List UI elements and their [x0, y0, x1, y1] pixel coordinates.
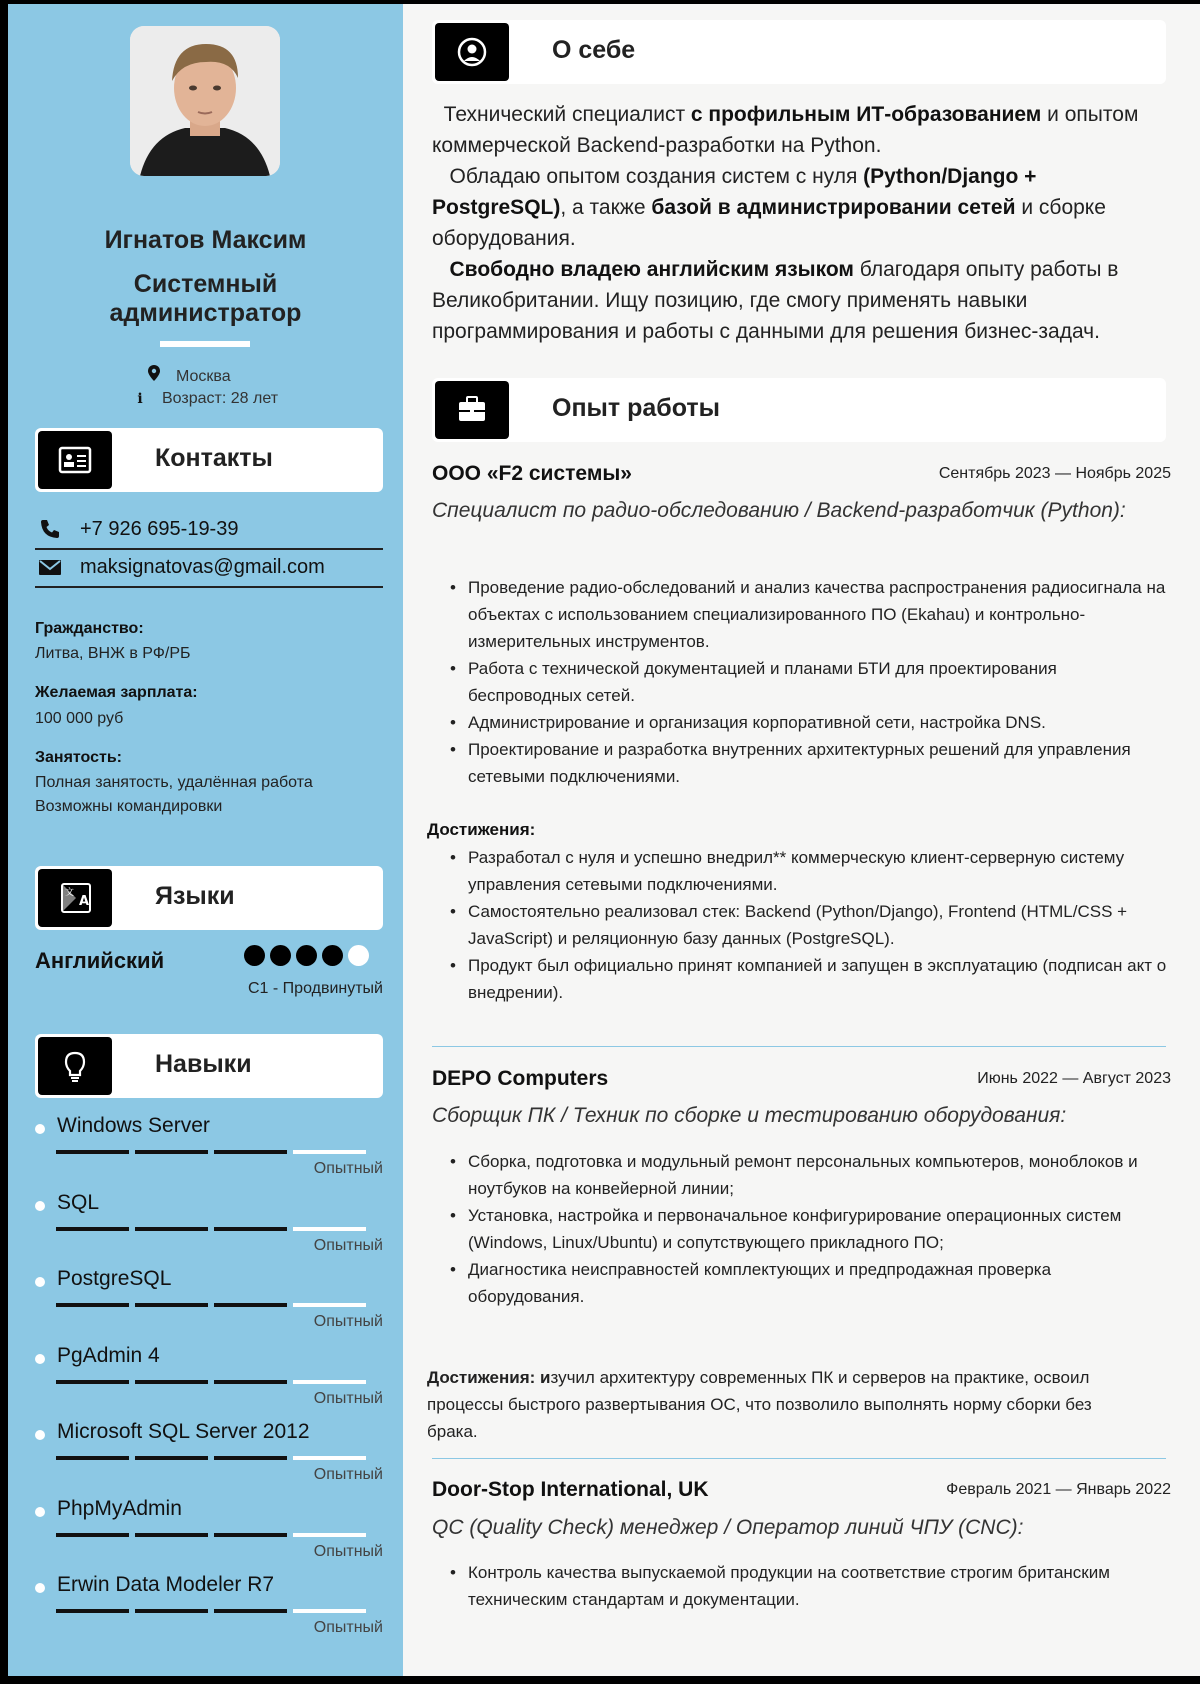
list-item: • Сборка, подготовка и модульный ремонт персональных компьютеров, моноблоков и ноутбуков на конвейерной линии; [448, 1148, 1168, 1202]
phone-icon [39, 518, 61, 540]
job-1-company: ООО «F2 системы» [432, 462, 632, 485]
job-2-title: Сборщик ПК / Техник по сборке и тестированию оборудования: [432, 1104, 1067, 1127]
rating-segment [135, 1533, 208, 1537]
rating-segment [214, 1609, 287, 1613]
rating-segment [135, 1227, 208, 1231]
rating-dot [244, 945, 265, 966]
skill-item [35, 1573, 383, 1649]
list-item: • Самостоятельно реализовал стек: Backend (Python/Django), Frontend (HTML/CSS + JavaScript) и реляционную базу данных (PostgreSQL). [448, 898, 1168, 952]
salary-value: 100 000 руб [35, 710, 124, 727]
skill-name: Windows Server [57, 1114, 210, 1137]
language-rating [244, 945, 374, 967]
role-line-1: Системный [133, 270, 278, 298]
email-address[interactable]: maksignatovas@gmail.com [80, 556, 325, 578]
job-1-achievements-label: Достижения: [427, 820, 536, 839]
rating-segment [135, 1380, 208, 1384]
role-underline [160, 341, 250, 347]
age-row [132, 390, 278, 408]
language-level: C1 - Продвинутый [248, 980, 383, 997]
main-content [403, 4, 1200, 1676]
rating-segment [56, 1533, 129, 1537]
info-icon: i [137, 391, 143, 407]
rating-segment [135, 1609, 208, 1613]
job-1-duties [448, 574, 1168, 790]
employment-value-2: Возможны командировки [35, 798, 223, 815]
skill-rating [56, 1303, 366, 1307]
list-item: • Установка, настройка и первоначальное конфигурирование операционных систем (Windows, Linux/Ubuntu) и сопутствующего прикладного ПО; [448, 1202, 1168, 1256]
skill-level: Опытный [313, 1160, 383, 1177]
skill-item [35, 1267, 383, 1343]
divider [432, 1458, 1166, 1459]
skill-item [35, 1114, 383, 1190]
skill-rating [56, 1150, 366, 1154]
sidebar [8, 4, 403, 1676]
job-1-title: Специалист по радио-обследованию / Backend-разработчик (Python): [432, 499, 1126, 522]
list-item: • Администрирование и организация корпоративной сети, настройка DNS. [448, 709, 1168, 736]
citizenship-label: Гражданство: [35, 620, 144, 637]
skill-item [35, 1497, 383, 1573]
job-3-title: QC (Quality Check) менеджер / Оператор линий ЧПУ (CNC): [432, 1516, 1024, 1539]
skill-level: Опытный [313, 1466, 383, 1483]
job-1-dates: Сентябрь 2023 — Ноябрь 2025 [938, 465, 1171, 482]
skill-name: PgAdmin 4 [57, 1343, 160, 1367]
phone-row[interactable] [35, 512, 383, 550]
rating-segment [293, 1456, 366, 1460]
bullet-dot [35, 1124, 45, 1134]
rating-dot [270, 945, 291, 966]
svg-text:A: A [79, 894, 90, 909]
bullet-dot [35, 1507, 45, 1517]
skill-rating [56, 1533, 366, 1537]
about-text [432, 99, 1172, 347]
skill-name: PhpMyAdmin [57, 1496, 182, 1520]
rating-dot [348, 945, 369, 966]
about-title: О себе [552, 36, 636, 64]
job-1-achievements [448, 844, 1168, 1006]
skill-name: Microsoft SQL Server 2012 [57, 1420, 310, 1443]
rating-segment [293, 1150, 366, 1154]
skill-rating [56, 1456, 366, 1460]
skill-rating [56, 1609, 366, 1613]
svg-text:文: 文 [65, 888, 75, 898]
rating-segment [214, 1456, 287, 1460]
rating-segment [293, 1227, 366, 1231]
bullet-dot [35, 1354, 45, 1364]
contacts-title: Контакты [155, 444, 273, 472]
rating-segment [135, 1456, 208, 1460]
user-circle-icon [435, 23, 509, 81]
rating-segment [56, 1150, 129, 1154]
city: Москва [176, 368, 231, 385]
languages-title: Языки [155, 882, 235, 910]
about-paragraph-2: Обладаю опытом создания систем с нуля (Python/Django + PostgreSQL), а также базой в администрировании сетей и сборке оборудования. [432, 165, 1106, 250]
rating-segment [135, 1150, 208, 1154]
skill-name: SQL [57, 1190, 100, 1214]
city-row [146, 365, 231, 386]
rating-segment [56, 1380, 129, 1384]
rating-segment [214, 1380, 287, 1384]
rating-segment [214, 1303, 287, 1307]
list-item: • Проведение радио-обследований и анализ качества распространения радиосигнала на объектах с использованием специализированного ПО (Ekahau) и контрольно-измерительных инструментов. [448, 574, 1168, 655]
experience-title: Опыт работы [552, 394, 720, 422]
rating-dot [296, 945, 317, 966]
phone-number[interactable]: +7 926 695-19-39 [80, 518, 239, 540]
job-2-achievements: Достижения: изучил архитектуру современных ПК и серверов на практике, освоил процессы быстрого развертывания ОС, что позволило выполнять норму сборки без брака. [427, 1368, 1092, 1441]
skills-header [35, 1034, 383, 1098]
rating-segment [56, 1456, 129, 1460]
profile-photo [130, 26, 280, 176]
job-2-dates: Июнь 2022 — Август 2023 [977, 1070, 1171, 1087]
skill-rating [56, 1227, 366, 1231]
role-line-2: администратор [109, 299, 302, 327]
skill-rating [56, 1380, 366, 1384]
about-paragraph-1: Технический специалист с профильным ИТ-образованием и опытом коммерческой Backend-разработки на Python. [432, 103, 1139, 157]
rating-segment [135, 1303, 208, 1307]
skill-item [35, 1191, 383, 1267]
rating-segment [293, 1303, 366, 1307]
contact-card-icon [38, 431, 112, 489]
list-item: • Проектирование и разработка внутренних архитектурных решений для управления сетевыми подключениями. [448, 736, 1168, 790]
rating-segment [214, 1533, 287, 1537]
citizenship-value: Литва, ВНЖ в РФ/РБ [35, 645, 191, 662]
rating-segment [214, 1150, 287, 1154]
skill-item [35, 1344, 383, 1420]
map-pin-icon [146, 365, 162, 384]
rating-segment [56, 1227, 129, 1231]
rating-segment [56, 1303, 129, 1307]
skill-name: Erwin Data Modeler R7 [57, 1573, 275, 1596]
salary-label: Желаемая зарплата: [35, 684, 198, 701]
skill-name: PostgreSQL [57, 1267, 172, 1290]
skill-level: Опытный [313, 1389, 383, 1407]
skill-level: Опытный [313, 1619, 383, 1636]
resume-page [8, 4, 1200, 1676]
language-name: Английский [35, 948, 165, 973]
lightbulb-icon [38, 1037, 112, 1095]
list-item: • Контроль качества выпускаемой продукции на соответствие строгим британским техническим стандартам и документации. [448, 1559, 1168, 1613]
rating-segment [293, 1380, 366, 1384]
employment-value-1: Полная занятость, удалённая работа [35, 774, 313, 791]
skill-level: Опытный [313, 1542, 383, 1560]
list-item: • Диагностика неисправностей комплектующих и предпродажная проверка оборудования. [448, 1256, 1168, 1310]
rating-segment [56, 1609, 129, 1613]
age: Возраст: 28 лет [162, 390, 279, 407]
bullet-dot [35, 1277, 45, 1287]
job-2-achievements-label: Достижения: и [427, 1368, 551, 1387]
email-row[interactable] [35, 550, 383, 588]
job-3-company: Door-Stop International, UK [432, 1478, 709, 1501]
translate-icon [38, 869, 112, 927]
about-header [432, 20, 1166, 84]
employment-label: Занятость: [35, 749, 123, 766]
skill-level: Опытный [313, 1313, 383, 1330]
list-item: • Разработал с нуля и успешно внедрил** коммерческую клиент-серверную систему управления сетевыми подключениями. [448, 844, 1168, 898]
rating-segment [214, 1227, 287, 1231]
job-2-company: DEPO Computers [432, 1067, 609, 1090]
skill-item [35, 1420, 383, 1496]
contacts-header [35, 428, 383, 492]
envelope-icon [39, 556, 61, 578]
list-item: • Продукт был официально принят компанией и запущен в эксплуатацию (подписан акт о внедрении). [448, 952, 1168, 1006]
experience-header [432, 378, 1166, 442]
skills-title: Навыки [155, 1050, 252, 1078]
about-paragraph-3: Свободно владею английским языком благодаря опыту работы в Великобритании. Ищу позицию, где смогу применять навыки программирования и работы с данными для решения бизнес-задач. [432, 258, 1119, 343]
rating-segment [293, 1609, 366, 1613]
profile-name: Игнатов Максим [104, 226, 307, 254]
list-item: • Работа с технической документацией и планами БТИ для проектирования беспроводных сетей. [448, 655, 1168, 709]
bullet-dot [35, 1430, 45, 1440]
job-3-dates: Февраль 2021 — Январь 2022 [946, 1481, 1171, 1498]
bullet-dot [35, 1201, 45, 1211]
briefcase-icon [435, 381, 509, 439]
rating-segment [293, 1533, 366, 1537]
skill-level: Опытный [313, 1236, 383, 1254]
job-2-duties [448, 1148, 1168, 1310]
languages-header [35, 866, 383, 930]
profile-role [8, 270, 403, 328]
bullet-dot [35, 1583, 45, 1593]
job-3-duties [448, 1559, 1168, 1613]
rating-dot [322, 945, 343, 966]
divider [432, 1046, 1166, 1047]
